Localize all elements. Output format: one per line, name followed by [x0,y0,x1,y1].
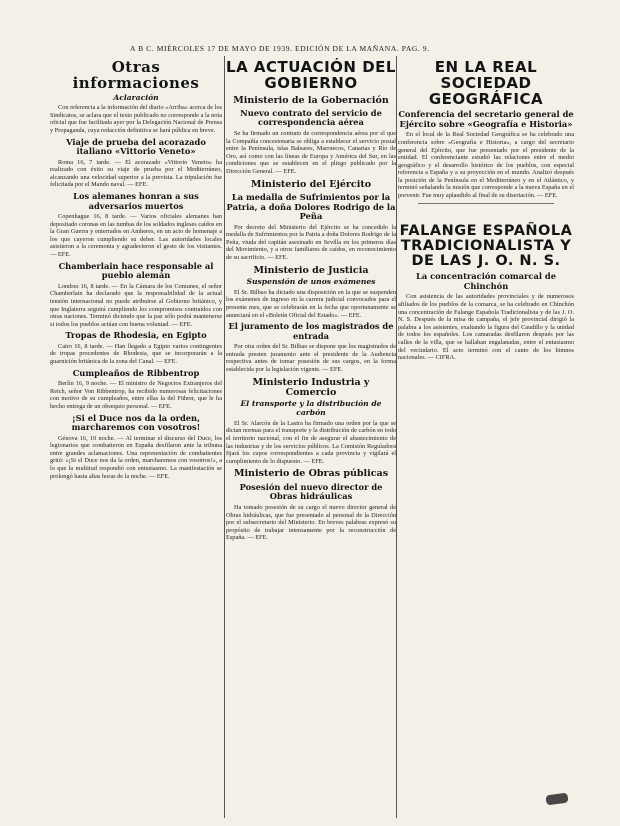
ministry-heading: Ministerio de Justicia [253,264,369,276]
ministry-heading: Ministerio de Obras públicas [233,468,389,480]
column-geography-falange [398,58,574,820]
article-headline: Tropas de Rhodesia, en Egipto [65,330,207,341]
ministry-heading: Ministerio de la Gobernación [233,94,389,106]
column-rule [224,56,225,818]
article-body: El Sr. Bilbao ha dictado una disposición en la que se suspenden los exámenes de ingreso en la carrera judicial convocados para el presente mes, que se celebrarán en la fecha que oportunamente se anunciará en el «Boletín Oficial del Estado». — EFE. [226,288,396,319]
article-headline: Suspensión de unos exámenes [246,277,376,286]
column-government [226,58,396,820]
article-headline: Chamberlain hace responsable al pueblo alemán [58,260,214,281]
article-body: Londres 16, 8 tarde. — En la Cámara de los Comunes, el señor Chamberlain ha declarado que la responsabilidad de la actual tensión internacional no puede atribuirse al Gobierno británico, y que Inglaterra seguirá cumpliendo los compromisos contraídos con otras naciones. Terminó diciendo que la paz sólo podrá mantenerse si todos los pueblos actúan con buena voluntad. — EFE. [50,282,222,328]
ministry-heading: Ministerio del Ejército [250,178,372,190]
column-other-news [50,58,222,820]
column-rule [396,56,397,818]
section-title: EN LA REAL SOCIEDAD GEOGRÁFICA [428,58,544,108]
article-headline: ¡Si el Duce nos da la orden, marcharemos con vosotros! [71,412,201,433]
article-body: Berlín 16, 9 noche. — El ministro de Negocios Extranjeros del Reich, señor Von Ribbentrop, ha recibido numerosas felicitaciones con motivo de su cumpleaños, entre ellas la del Führer, que le ha hecho entrega de un obsequio personal. — EFE. [50,380,222,410]
article-body: Con referencia a la información del diario «Arriba» acerca de los Sindicatos, se aclara que el texto publicado no corresponde a la nota oficial que fue facilitada ayer por la Delegación Nacional de Prensa y Propaganda, cuya redacción definitiva se hará pública en breve. [50,104,222,134]
article-body: Roma 16, 7 tarde. — El acorazado «Vittorio Veneto» ha realizado con éxito su viaje de prueba por el Mediterráneo, alcanzando una velocidad superior a la prevista. La tripulación fue felicitada por el Mando naval. — EFE. [50,158,222,189]
section-title: FALANGE ESPAÑOLA TRADICIONALISTA Y DE LAS J. O. N. S. [399,222,573,270]
article-body: Por otra orden del Sr. Bilbao se dispone que los magistrados de entrada presten juramento ante el presidente de la Audiencia respectiva antes de tomar posesión de sus cargos, en la forma establecida por la legislación vigente. — EFE. [226,343,396,373]
article-headline: Aclaración [113,92,159,102]
divider [418,203,554,204]
section-title: LA ACTUACIÓN DEL GOBIERNO [226,58,396,92]
article-body: Se ha firmado un contrato de correspondencia aérea por el que la Compañía concesionaria se obliga a establecer el servicio postal entre la Península, islas Baleares, Marruecos, Canarias y Río de Oro, así como con las líneas de Europa y América del Sur, en las condiciones que se establecen en el pliego publicado por la Dirección General. — EFE. [226,130,396,175]
article-body: El Sr. Alarcón de la Lastra ha firmado una orden por la que se dictan normas para el transporte y la distribución de carbón en todo el territorio nacional, con el fin de asegurar el abastecimiento de las industrias y de los servicios públicos. La Comisión Reguladora fijará los cupos correspondientes a cada provincia y vigilará el cumplimiento de lo dispuesto. — EFE. [226,419,396,465]
section-title: Otras informaciones [72,58,200,92]
article-headline: Posesión del nuevo director de Obras hidráulicas [239,481,383,502]
article-body: En el local de la Real Sociedad Geográfica se ha celebrado una conferencia sobre «Geografía e Historia», a cargo del secretario general del Ejército, que fue presentado por el presidente de la entidad. El conferenciante estudió las relaciones entre el medio geográfico y el desarrollo histórico de los pueblos, con especial referencia a España y a su proyección en el mundo. Analizó después la posición de la Península en el Mediterráneo y en el Atlántico, y terminó señalando la misión que corresponde a la nueva España en el porvenir. Fue muy aplaudido al final de su disertación. — EFE. [398,131,574,200]
article-body: Copenhague 16, 8 tarde. — Varios oficiales alemanes han depositado coronas en las tumbas de los soldados ingleses caídos en la Gran Guerra y enterrados en Amberes, en un acto de homenaje a los que cayeron cumpliendo su deber. Las autoridades locales asistieron a la ceremonia y agradecieron el gesto de los visitantes. — EFE. [50,213,222,259]
article-headline: Conferencia del secretario general de Ejército sobre «Geografía e Historia» [398,109,574,129]
ministry-heading: Ministerio Industria y Comercio [252,376,370,398]
article-body: Por decreto del Ministerio del Ejército se ha concedido la medalla de Sufrimientos por la Patria a doña Dolores Rodrigo de la Peña, viuda del capitán asesinado en Sevilla en los primeros días del Movimiento, y a otros familiares de caídos, en reconocimiento de su sacrificio. — EFE. [226,223,396,261]
article-headline: La concentración comarcal de Chinchón [416,271,556,291]
article-body: Con asistencia de las autoridades provinciales y de numerosos afiliados de los pueblos de la comarca, se ha celebrado en Chinchón una concentración de Falange Española Tradicionalista y de las J. O. N. S. Después de la misa de campaña, el jefe provincial dirigió la palabra a los asistentes, exaltando la figura del Caudillo y la unidad de todos los españoles. Los camaradas desfilaron después por las calles de la villa, que se hallaban engalanadas, entre el entusiasmo del vecindario. El acto terminó con el canto de los himnos nacionales. — CIFRA. [398,293,574,362]
article-headline: El transporte y la distribución de carbón [240,399,382,418]
article-body: Ha tomado posesión de su cargo el nuevo director general de Obras hidráulicas, que fue presentado al personal de la Dirección por el subsecretario del Ministerio. En breves palabras expresó su propósito de trabajar intensamente por la reconstrucción de España. — EFE. [226,503,396,542]
article-headline: El juramento de los magistrados de entrada [228,321,394,341]
article-headline: Nuevo contrato del servicio de correspondencia aérea [240,107,382,128]
article-headline: Los alemanes honran a sus adversarios muertos [73,191,199,211]
page-header: A B C. MIÉRCOLES 17 DE MAYO DE 1939. EDICIÓN DE LA MAÑANA. PAG. 9. [130,44,430,53]
article-body: Génova 16, 10 noche. — Al terminar el discurso del Duce, los legionarios que combatieron en España desfilaron ante la tribuna entre grandes aclamaciones. Una representación de combatientes gritó: «¡Si el Duce nos da la orden, marcharemos con vosotros!», a lo que la multitud respondió con entusiasmo. La manifestación se prolongó hasta altas horas de la noche. — EFE. [50,434,222,480]
article-headline: La medalla de Sufrimientos por la Patria, a doña Dolores Rodrigo de la Peña [226,192,396,222]
article-body: Cairo 16, 8 tarde. — Han llegado a Egipto varios contingentes de tropas procedentes de Rhodesia, que se incorporarán a la guarnición británica de la zona del Canal. — EFE. [50,342,222,365]
article-headline: Cumpleaños de Ribbentrop [72,367,200,378]
article-headline: Viaje de prueba del acorazado italiano «Vittorio Veneto» [66,136,206,157]
